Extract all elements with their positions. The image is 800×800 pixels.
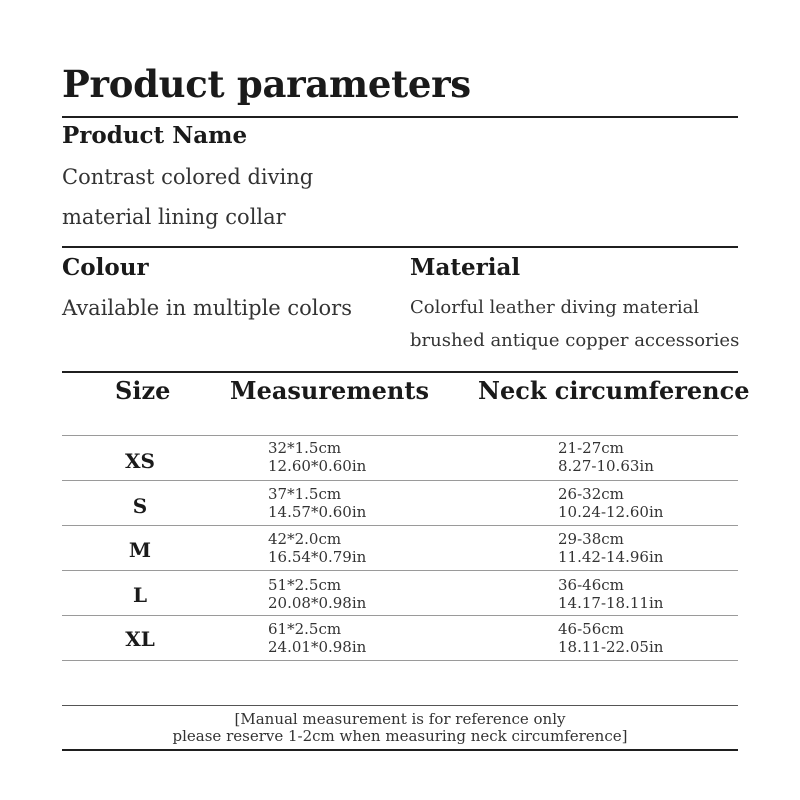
product-name-line-1: Contrast colored diving (62, 165, 314, 189)
neck-cm: 29-38cm (558, 530, 624, 548)
table-row-divider (62, 525, 738, 526)
table-header-neck-circumference: Neck circumference (478, 376, 750, 405)
colour-text: Available in multiple colors (62, 296, 352, 320)
measurement-in: 20.08*0.98in (268, 594, 367, 612)
neck-in: 11.42-14.96in (558, 548, 664, 566)
product-name-divider (62, 246, 738, 248)
table-row-s-measurements (268, 485, 366, 521)
measurement-note (62, 711, 738, 745)
table-row-s-neck (558, 485, 663, 521)
note-line-1: [Manual measurement is for reference only (234, 710, 566, 728)
table-row-xs-neck (558, 439, 654, 475)
table-bottom-divider (62, 660, 738, 661)
measurement-in: 14.57*0.60in (268, 503, 367, 521)
table-row-xs-measurements (268, 439, 366, 475)
neck-in: 18.11-22.05in (558, 638, 664, 656)
measurement-cm: 51*2.5cm (268, 576, 342, 594)
measurement-in: 12.60*0.60in (268, 457, 367, 475)
neck-in: 14.17-18.11in (558, 594, 664, 612)
table-row-l-measurements (268, 576, 366, 612)
table-row-xl-measurements (268, 620, 366, 656)
neck-cm: 46-56cm (558, 620, 624, 638)
table-row-l-size: L (132, 583, 148, 607)
note-top-divider (62, 705, 738, 706)
page-title: Product parameters (62, 62, 471, 106)
measurement-cm: 61*2.5cm (268, 620, 342, 638)
table-row-s-size: S (132, 494, 148, 518)
material-line-1: Colorful leather diving material (410, 297, 700, 318)
neck-cm: 36-46cm (558, 576, 624, 594)
measurement-cm: 37*1.5cm (268, 485, 342, 503)
table-row-m-neck (558, 530, 663, 566)
table-row-xl-neck (558, 620, 663, 656)
neck-cm: 26-32cm (558, 485, 624, 503)
table-header-measurements: Measurements (230, 376, 429, 405)
material-heading: Material (410, 254, 521, 281)
measurement-in: 24.01*0.98in (268, 638, 367, 656)
measurement-cm: 32*1.5cm (268, 439, 342, 457)
material-divider (62, 371, 738, 373)
neck-in: 8.27-10.63in (558, 457, 654, 475)
product-name-heading: Product Name (62, 122, 248, 149)
table-row-xs-size: XS (125, 449, 155, 473)
table-row-xl-size: XL (125, 627, 155, 651)
material-line-2: brushed antique copper accessories (410, 330, 740, 351)
title-divider (62, 116, 738, 118)
note-line-2: please reserve 1-2cm when measuring neck circumference] (172, 727, 628, 745)
measurement-cm: 42*2.0cm (268, 530, 342, 548)
table-row-l-neck (558, 576, 663, 612)
table-row-divider (62, 615, 738, 616)
product-name-line-2: material lining collar (62, 205, 286, 229)
note-bottom-divider (62, 749, 738, 751)
table-row-m-measurements (268, 530, 366, 566)
neck-cm: 21-27cm (558, 439, 624, 457)
measurement-in: 16.54*0.79in (268, 548, 367, 566)
neck-in: 10.24-12.60in (558, 503, 664, 521)
table-row-divider (62, 570, 738, 571)
table-header-divider (62, 435, 738, 436)
table-row-m-size: M (128, 538, 152, 562)
table-row-divider (62, 480, 738, 481)
colour-heading: Colour (62, 254, 149, 281)
table-header-size: Size (115, 376, 171, 405)
